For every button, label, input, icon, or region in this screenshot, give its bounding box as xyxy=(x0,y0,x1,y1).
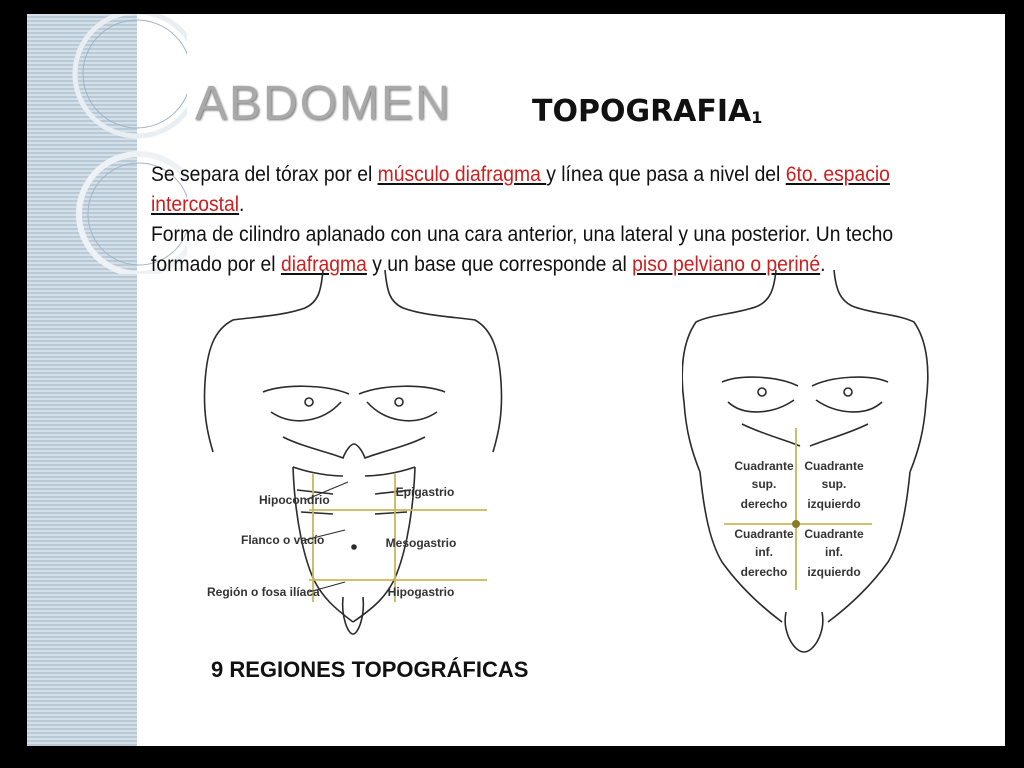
label-hipocondrio: Hipocondrio xyxy=(259,493,330,507)
text-run: Se separa del tórax por el xyxy=(151,163,378,186)
subtitle-text: TOPOGRAFIA xyxy=(532,94,752,129)
quadrant-1-line-2: sup. xyxy=(751,477,777,491)
figure-nine-regions xyxy=(193,262,513,642)
text-run: . xyxy=(820,253,826,276)
quadrant-4-line-3: izquierdo xyxy=(807,565,861,579)
label-hipogastrio: Hipogastrio xyxy=(387,585,455,599)
quadrant-sup-derecho xyxy=(734,459,794,511)
label-flanco: Flanco o vacío xyxy=(241,533,325,547)
text-run: y un base que corresponde al xyxy=(366,253,633,276)
term-link[interactable]: 6to. espacio intercostal xyxy=(151,163,890,216)
slide-title-abdomen: ABDOMEN xyxy=(195,77,452,130)
quadrant-inf-derecho xyxy=(734,527,794,579)
quadrant-3-line-2: inf. xyxy=(755,545,773,559)
quadrant-2-line-2: sup. xyxy=(821,477,847,491)
figure-four-quadrants xyxy=(682,262,942,662)
label-epigastrio: Epigastrio xyxy=(395,485,455,499)
quadrant-2-line-3: izquierdo xyxy=(807,497,861,511)
text-run: . xyxy=(239,193,245,216)
text-run: Forma de cilindro aplanado con una cara anterior, una lateral y una posterior. Un techo formado por el xyxy=(151,223,894,276)
term-link[interactable]: músculo diafragma xyxy=(377,163,547,186)
quadrant-1-line-1: Cuadrante xyxy=(734,459,794,473)
term-link[interactable]: diafragma xyxy=(280,253,367,276)
paragraph-limits xyxy=(151,160,898,220)
quadrant-2-line-1: Cuadrante xyxy=(804,459,864,473)
quadrant-4-line-2: inf. xyxy=(825,545,843,559)
quadrant-inf-izquierdo xyxy=(804,527,864,579)
quadrant-3-line-1: Cuadrante xyxy=(734,527,794,541)
subtitle-index: 1 xyxy=(751,108,763,127)
text-run: y línea que pasa a nivel del xyxy=(546,163,786,186)
quadrant-1-line-3: derecho xyxy=(740,497,788,511)
quadrant-4-line-1: Cuadrante xyxy=(804,527,864,541)
quadrant-sup-izquierdo xyxy=(804,459,864,511)
slide xyxy=(27,14,1005,746)
label-fosa-iliaca: Región o fosa ilíaca xyxy=(207,585,320,599)
figure-caption: 9 REGIONES TOPOGRÁFICAS xyxy=(211,657,529,682)
label-mesogastrio: Mesogastrio xyxy=(385,536,457,550)
slide-subtitle-topografia xyxy=(532,94,762,129)
quadrant-3-line-3: derecho xyxy=(740,565,788,579)
term-link[interactable]: piso pelviano o periné xyxy=(632,253,821,276)
